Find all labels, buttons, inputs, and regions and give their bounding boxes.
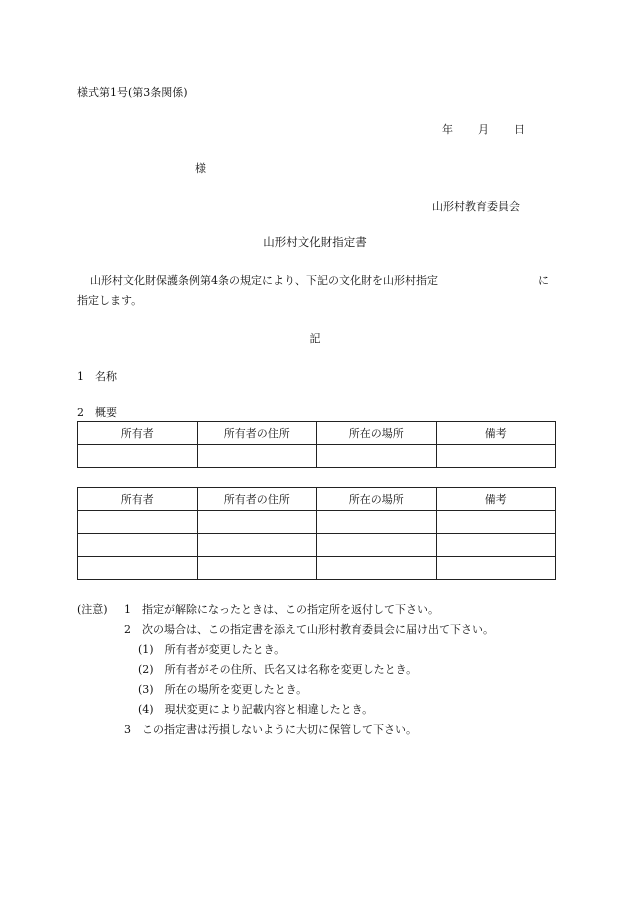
date-line (442, 124, 525, 135)
overview-table-1 (77, 421, 556, 468)
table-cell (436, 534, 556, 557)
table-cell (317, 511, 437, 534)
header-owner: 所有者 (78, 488, 198, 511)
table-cell (197, 534, 317, 557)
header-location: 所在の場所 (317, 488, 437, 511)
table-cell (197, 445, 317, 468)
body-line-2: 指定します。 (77, 294, 143, 307)
header-owner: 所有者 (78, 422, 198, 445)
note-2-sub-1: (1) 所有者が変更したとき。 (138, 643, 286, 656)
note-2-sub-2: (2) 所有者がその住所、氏名又は名称を変更したとき。 (138, 663, 418, 676)
table-cell (78, 534, 198, 557)
note-2-sub-3: (3) 所在の場所を変更したとき。 (138, 683, 308, 696)
table-row (78, 557, 556, 580)
ki-heading: 記 (309, 332, 321, 345)
table-header-row (78, 488, 556, 511)
body-line-1: 山形村文化財保護条例第4条の規定により、下記の文化財を山形村指定 (90, 274, 438, 287)
table-cell (197, 557, 317, 580)
table-cell (436, 511, 556, 534)
note-3: 3 この指定書は汚損しないように大切に保管して下さい。 (124, 723, 417, 736)
header-remarks: 備考 (436, 488, 556, 511)
table-row (78, 534, 556, 557)
item-overview: 2 概要 (77, 406, 117, 419)
header-location: 所在の場所 (317, 422, 437, 445)
note-2: 2 次の場合は、この指定書を添えて山形村教育委員会に届け出て下さい。 (124, 623, 494, 636)
header-remarks: 備考 (436, 422, 556, 445)
note-2-sub-4: (4) 現状変更により記載内容と相違したとき。 (138, 703, 374, 716)
table-header-row (78, 422, 556, 445)
body-line-1-end: に (538, 274, 549, 287)
table-cell (317, 534, 437, 557)
header-owner-address: 所有者の住所 (197, 488, 317, 511)
header-owner-address: 所有者の住所 (197, 422, 317, 445)
date-day: 日 (514, 123, 525, 136)
overview-table-2 (77, 487, 556, 580)
table-cell (317, 445, 437, 468)
document-title: 山形村文化財指定書 (263, 235, 367, 249)
table-cell (436, 557, 556, 580)
date-month: 月 (478, 123, 489, 136)
note-1: 1 指定が解除になったときは、この指定所を返付して下さい。 (124, 603, 439, 616)
table-row (78, 511, 556, 534)
table-cell (436, 445, 556, 468)
table-cell (197, 511, 317, 534)
table-cell (78, 511, 198, 534)
addressee-suffix: 様 (195, 162, 206, 175)
table-cell (78, 557, 198, 580)
issuer-name: 山形村教育委員会 (432, 200, 520, 213)
table-cell (78, 445, 198, 468)
table-cell (317, 557, 437, 580)
item-name: 1 名称 (77, 370, 117, 383)
table-row (78, 445, 556, 468)
date-year: 年 (442, 123, 453, 136)
form-number: 様式第1号(第3条関係) (77, 86, 188, 99)
notes-label: (注意) (77, 603, 108, 616)
